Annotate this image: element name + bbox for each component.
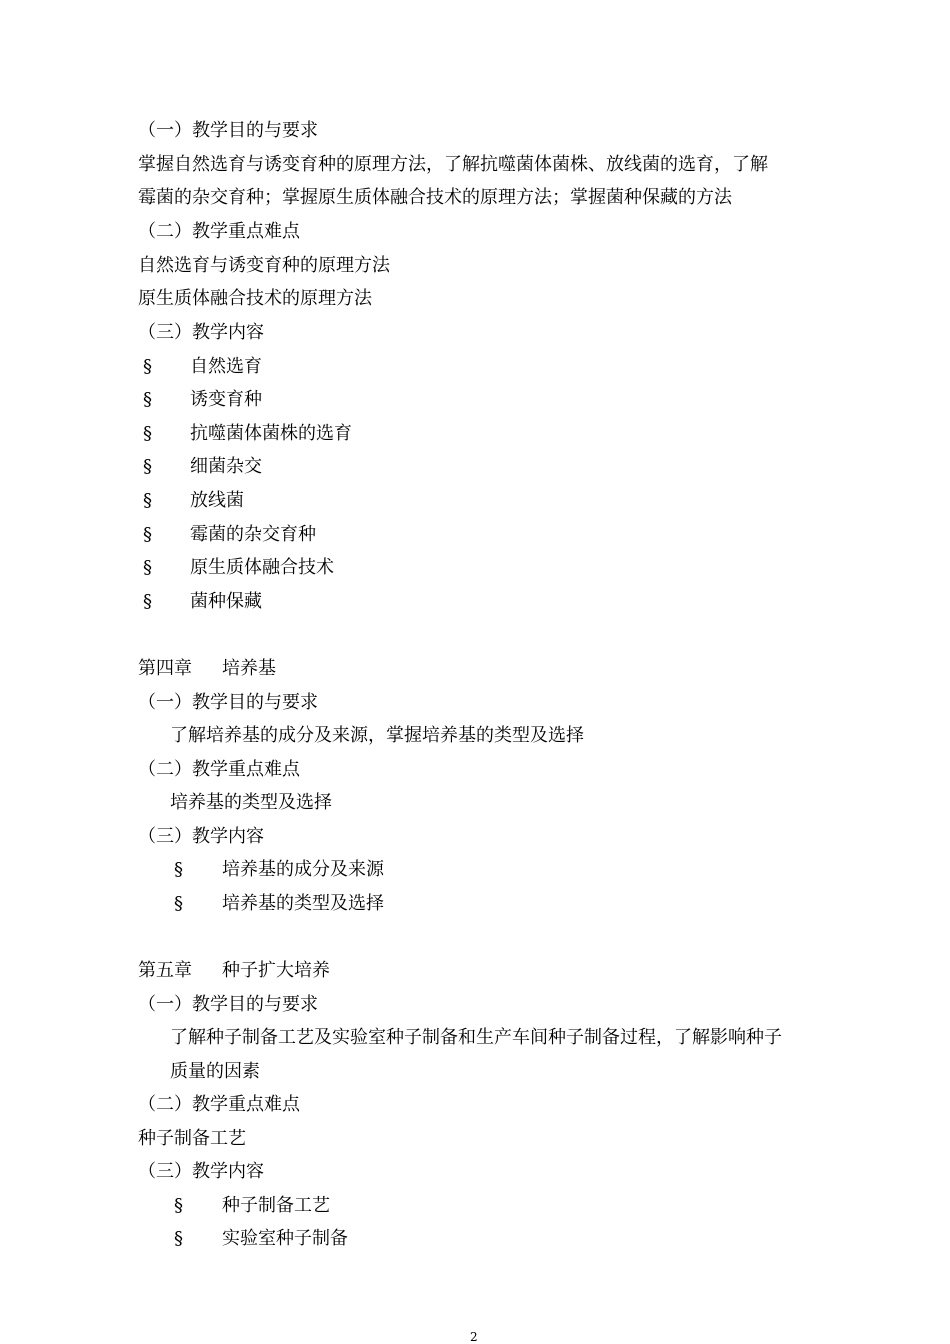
list-item: 培养基的成分及来源 <box>222 859 384 880</box>
section-heading-key-points: （二）教学重点难点 <box>138 221 300 242</box>
list-item: 培养基的类型及选择 <box>222 893 384 914</box>
list-item: 菌种保藏 <box>190 591 262 612</box>
goals-text-line-1: 掌握自然选育与诱变育种的原理方法，了解抗噬菌体菌株、放线菌的选育，了解 <box>138 154 768 175</box>
bullet-icon: § <box>143 456 152 477</box>
chapter-5-title: 种子扩大培养 <box>222 960 330 981</box>
section-heading-key-points: （二）教学重点难点 <box>138 1094 300 1115</box>
section-heading-key-points: （二）教学重点难点 <box>138 759 300 780</box>
goals-text-line-1: 了解种子制备工艺及实验室种子制备和生产车间种子制备过程，了解影响种子 <box>170 1027 782 1048</box>
key-point-1: 自然选育与诱变育种的原理方法 <box>138 255 390 276</box>
bullet-icon: § <box>174 1228 183 1249</box>
list-item: 细菌杂交 <box>190 456 262 477</box>
chapter-4-label: 第四章 <box>138 658 192 679</box>
section-heading-goals: （一）教学目的与要求 <box>138 692 318 713</box>
bullet-icon: § <box>143 423 152 444</box>
page-number: 2 <box>470 1330 478 1344</box>
chapter-4-title: 培养基 <box>222 658 276 679</box>
list-item: 霉菌的杂交育种 <box>190 524 316 545</box>
goals-text: 了解培养基的成分及来源，掌握培养基的类型及选择 <box>170 725 584 746</box>
key-point-2: 原生质体融合技术的原理方法 <box>138 288 372 309</box>
list-item: 放线菌 <box>190 490 244 511</box>
chapter-5-label: 第五章 <box>138 960 192 981</box>
bullet-icon: § <box>174 859 183 880</box>
list-item: 自然选育 <box>190 356 262 377</box>
section-heading-goals: （一）教学目的与要求 <box>138 994 318 1015</box>
bullet-icon: § <box>143 591 152 612</box>
list-item: 诱变育种 <box>190 389 262 410</box>
section-heading-content: （三）教学内容 <box>138 322 264 343</box>
bullet-icon: § <box>143 356 152 377</box>
bullet-icon: § <box>143 557 152 578</box>
list-item: 抗噬菌体菌株的选育 <box>190 423 352 444</box>
bullet-icon: § <box>143 389 152 410</box>
list-item: 原生质体融合技术 <box>190 557 334 578</box>
goals-text-line-2: 霉菌的杂交育种；掌握原生质体融合技术的原理方法；掌握菌种保藏的方法 <box>138 187 732 208</box>
goals-text-line-2: 质量的因素 <box>170 1061 260 1082</box>
section-heading-goals: （一）教学目的与要求 <box>138 120 318 141</box>
list-item: 实验室种子制备 <box>222 1228 348 1249</box>
bullet-icon: § <box>143 524 152 545</box>
key-point: 培养基的类型及选择 <box>170 792 332 813</box>
bullet-icon: § <box>174 893 183 914</box>
bullet-icon: § <box>174 1195 183 1216</box>
bullet-icon: § <box>143 490 152 511</box>
key-point: 种子制备工艺 <box>138 1128 246 1149</box>
section-heading-content: （三）教学内容 <box>138 1161 264 1182</box>
section-heading-content: （三）教学内容 <box>138 826 264 847</box>
list-item: 种子制备工艺 <box>222 1195 330 1216</box>
